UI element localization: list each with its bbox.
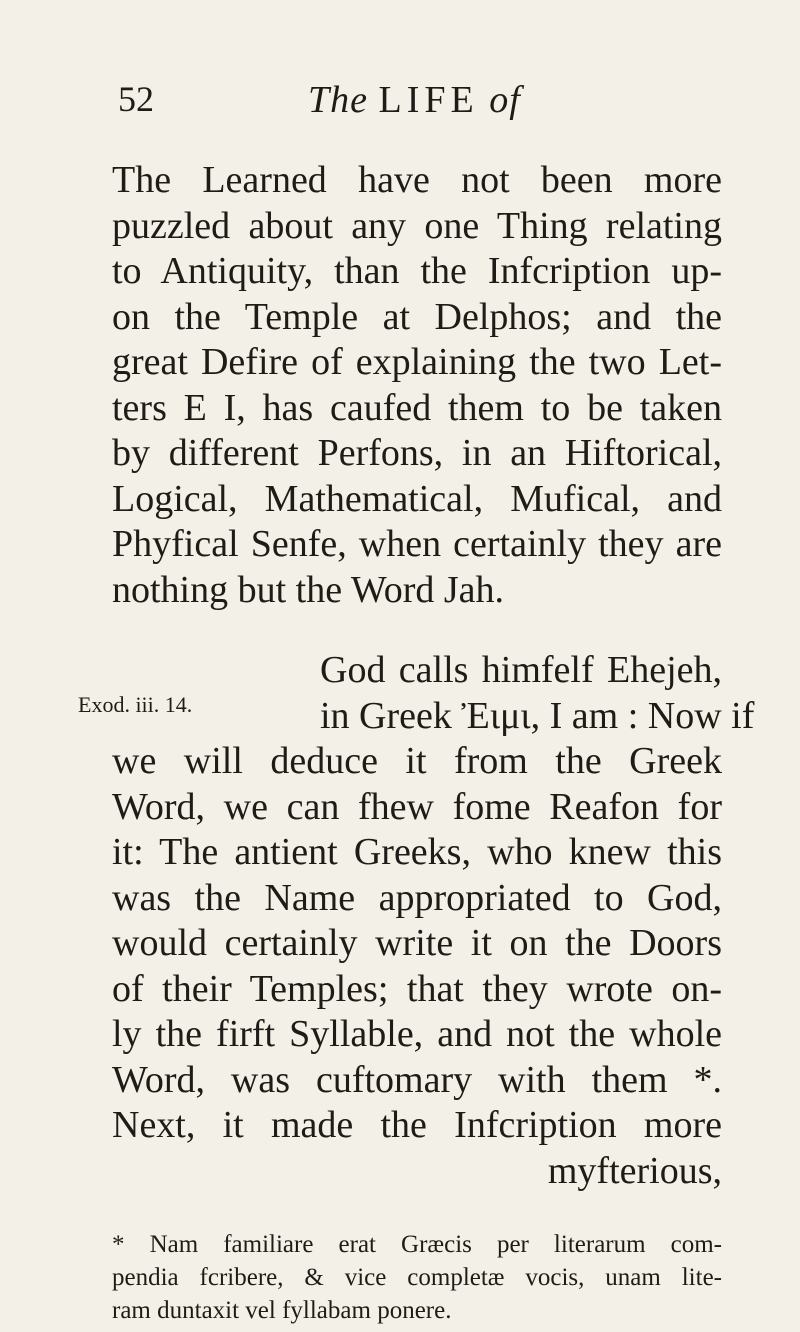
text-line: Word, was cuftomary with them *. <box>112 1058 722 1101</box>
running-head-of: of <box>489 79 521 121</box>
text-line: God calls himfelf Ehejeh, <box>320 649 722 691</box>
text-line: ters E I, has caufed them to be taken <box>112 386 722 429</box>
text-line: it: The antient Greeks, who knew this <box>112 831 722 873</box>
paragraph-1 <box>112 158 722 613</box>
text-line: would certainly write it on the Doors <box>112 922 722 964</box>
catchword: myfterious, <box>547 1149 722 1192</box>
page-header <box>118 78 718 128</box>
paragraph-2 <box>112 648 755 1194</box>
running-head-life: LIFE <box>378 79 479 121</box>
text-line: The Learned have not been more <box>112 159 722 201</box>
footnote-line: ram duntaxit vel fyllabam ponere. <box>112 1297 452 1324</box>
text-line: Word, we can fhew fome Reafon for <box>112 785 722 828</box>
text-line: nothing but the Word Jah. <box>112 568 505 611</box>
text-line: in Greek Ἐιμι, I am : Now if <box>320 694 755 737</box>
text-line: by different Perfons, in an Hiftorical, <box>112 432 722 474</box>
text-line: on the Temple at Delphos; and the <box>112 295 722 338</box>
text-line: Phyfical Senfe, when certainly they are <box>112 523 722 565</box>
text-line: ly the firft Syllable, and not the whole <box>112 1013 722 1055</box>
running-head-the: The <box>308 79 368 121</box>
running-head <box>308 78 521 122</box>
page-number: 52 <box>118 79 154 119</box>
footnote-line: * Nam familiare erat Græcis per literarum com- <box>112 1231 722 1258</box>
margin-note: Exod. iii. 14. <box>78 692 193 717</box>
footnote <box>112 1228 722 1327</box>
footnote-line: pendia fcribere, & vice completæ vocis, unam lite- <box>112 1264 722 1291</box>
text-line: Next, it made the Infcription more <box>112 1104 722 1146</box>
text-line: we will deduce it from the Greek <box>112 740 722 782</box>
text-line: great Defire of explaining the two Let- <box>112 341 722 383</box>
text-line: to Antiquity, than the Infcription up- <box>112 250 722 292</box>
text-line: was the Name appropriated to God, <box>112 876 722 919</box>
text-line: of their Temples; that they wrote on- <box>112 967 722 1010</box>
text-line: Logical, Mathematical, Mufical, and <box>112 477 722 520</box>
text-line: puzzled about any one Thing relating <box>112 204 722 247</box>
